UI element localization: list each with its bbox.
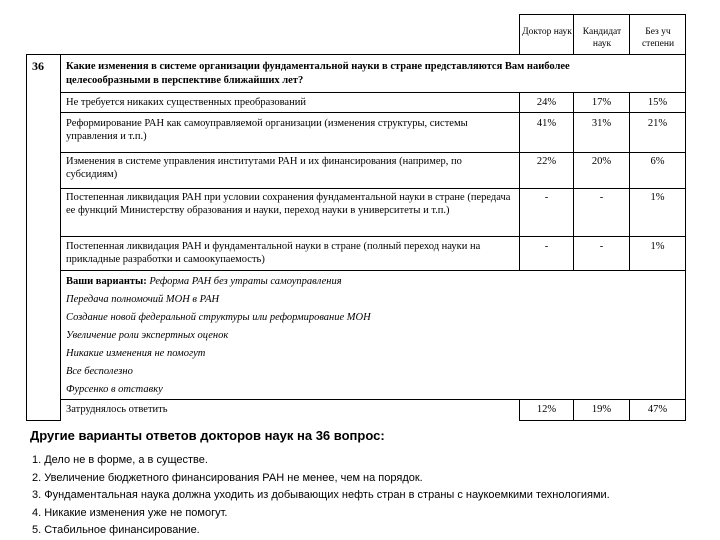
row-value-no-degree: 21%: [647, 118, 668, 129]
row-value-doctors: -: [544, 192, 549, 203]
row-value-doctors: 41%: [536, 118, 557, 129]
row-value-candidates: 17%: [591, 97, 612, 108]
difficult-value-no-degree: 47%: [647, 404, 668, 415]
list-item: 2. Увеличение бюджетного финансирования РАН не менее, чем на порядок.: [32, 471, 423, 484]
difficult-label: Затруднялось ответить: [66, 404, 168, 415]
table-border: [60, 92, 686, 93]
table-border: [60, 188, 686, 189]
list-item: 3. Фундаментальная наука должна уходить из добывающих нефть стран в страны с наукоемкими технологиями.: [32, 489, 610, 501]
survey-table: [26, 14, 686, 420]
row-value-candidates: 20%: [591, 156, 612, 167]
variant-item: Все бесполезно: [66, 366, 133, 377]
row-value-doctors: -: [544, 241, 549, 252]
header-doctors: Доктор наук: [522, 27, 572, 37]
table-border: [60, 270, 686, 271]
table-border: [26, 420, 60, 421]
table-border: [60, 399, 686, 400]
difficult-value-candidates: 19%: [591, 404, 612, 415]
row-label: Реформирование РАН как самоуправляемой организации (изменения структуры, системы управления и т.п.): [66, 118, 468, 142]
row-value-no-degree: 1%: [650, 241, 665, 252]
row-label: Изменения в системе управления институтами РАН и их финансирования (например, по субсидиям): [66, 156, 462, 180]
variant-item: Фурсенко в отставку: [66, 384, 163, 395]
row-label: Постепенная ликвидация РАН при условии сохранения фундаментальной науки в стране (передача ее функций Министерству образования и науки, переход науки в университеты и т.п.): [66, 192, 511, 216]
row-value-candidates: -: [599, 241, 604, 252]
table-border: [60, 152, 686, 153]
table-border: [685, 14, 686, 421]
row-label: Не требуется никаких существенных преобразований: [66, 97, 306, 108]
variant-item: Никакие изменения не помогут: [66, 348, 206, 359]
table-border: [60, 236, 686, 237]
variant-item: Реформа РАН без утраты самоуправления: [149, 276, 342, 287]
row-value-candidates: 31%: [591, 118, 612, 129]
row-label: Постепенная ликвидация РАН и фундаментальной науки в стране (полный переход науки на прикладные разработки и самоокупаемость): [66, 241, 481, 265]
question-text: Какие изменения в системе организации фундаментальной науки в стране представляются Вам наиболее целесообразными в перспективе ближайших лет?: [66, 61, 570, 86]
list-item: 4. Никакие изменения уже не помогут.: [32, 506, 228, 519]
table-border: [519, 14, 686, 15]
list-item: 1. Дело не в форме, а в существе.: [32, 454, 208, 466]
table-border: [26, 54, 686, 55]
table-border: [519, 14, 520, 54]
variant-item: Создание новой федеральной структуры или реформирование МОН: [66, 312, 371, 323]
other-answers-title: Другие варианты ответов докторов наук на 36 вопрос:: [30, 428, 385, 443]
variant-item: Увеличение роли экспертных оценок: [66, 330, 229, 341]
header-candidates: Кандидат наук: [582, 27, 622, 49]
variants-first: [66, 275, 666, 288]
row-value-doctors: 24%: [536, 97, 557, 108]
table-border: [519, 420, 686, 421]
other-answers-list: [32, 452, 610, 540]
table-border: [60, 54, 61, 421]
variants-label: Ваши варианты:: [66, 276, 147, 287]
row-value-no-degree: 6%: [650, 156, 665, 167]
header-no-degree: Без уч степени: [641, 27, 675, 49]
table-border: [629, 14, 630, 54]
row-value-no-degree: 15%: [647, 97, 668, 108]
question-number: 36: [32, 59, 44, 73]
row-value-no-degree: 1%: [650, 192, 665, 203]
row-value-candidates: -: [599, 192, 604, 203]
difficult-value-doctors: 12%: [536, 404, 557, 415]
table-border: [60, 112, 686, 113]
variant-item: Передача полномочий МОН в РАН: [66, 294, 220, 305]
list-item: 5. Стабильное финансирование.: [32, 524, 200, 536]
row-value-doctors: 22%: [536, 156, 557, 167]
table-border: [26, 54, 27, 421]
table-border: [573, 14, 574, 54]
